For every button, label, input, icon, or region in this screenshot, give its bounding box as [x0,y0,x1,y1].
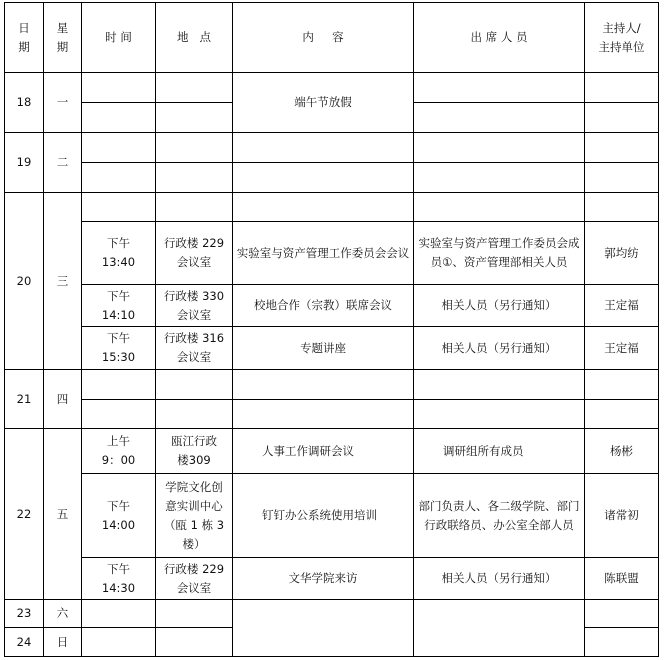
attendees-cell [414,133,585,163]
time-cell [82,103,156,133]
time-cell [82,193,156,222]
content-cell [233,400,414,429]
table-row [5,600,659,628]
table-row [5,558,659,600]
table-row [5,474,659,558]
host-cell: 王定福 [585,285,659,327]
host-cell [585,370,659,400]
schedule-table [4,2,659,657]
place-cell: 瓯江行政 楼309 [156,429,233,474]
header-time: 时 间 [82,3,156,73]
place-cell: 行政楼 229 会议室 [156,222,233,285]
date-cell: 18 [5,73,44,133]
table-row [5,429,659,474]
host-cell [585,133,659,163]
table-row [5,327,659,370]
time-cell [82,600,156,628]
table-row [5,163,659,193]
content-cell [233,600,414,657]
content-cell [233,193,414,222]
host-cell [585,103,659,133]
weekday-cell: 三 [44,193,82,370]
attendees-cell [414,163,585,193]
attendees-cell [414,73,585,103]
place-cell [156,133,233,163]
content-cell: 端午节放假 [233,73,414,133]
host-cell: 杨彬 [585,429,659,474]
table-row [5,193,659,222]
place-cell [156,73,233,103]
place-cell [156,193,233,222]
attendees-cell [414,103,585,133]
header-content: 内 容 [233,3,414,73]
header-attendees: 出 席 人 员 [414,3,585,73]
place-cell [156,163,233,193]
table-row [5,400,659,429]
time-cell: 下午 14:10 [82,285,156,327]
date-cell: 21 [5,370,44,429]
host-cell: 郭均纺 [585,222,659,285]
attendees-cell [414,193,585,222]
table-row [5,370,659,400]
place-cell [156,370,233,400]
attendees-cell [414,400,585,429]
attendees-cell [414,600,585,657]
table-row [5,222,659,285]
date-cell: 22 [5,429,44,600]
attendees-cell: 相关人员（另行通知） [414,327,585,370]
place-cell: 学院文化创 意实训中心 （瓯 1 栋 3 楼） [156,474,233,558]
place-cell [156,103,233,133]
weekday-cell: 一 [44,73,82,133]
place-cell: 行政楼 316 会议室 [156,327,233,370]
table-row [5,73,659,103]
place-cell [156,400,233,429]
attendees-cell [414,370,585,400]
host-cell: 诸常初 [585,474,659,558]
place-cell: 行政楼 330 会议室 [156,285,233,327]
weekday-cell: 日 [44,628,82,657]
date-cell: 20 [5,193,44,370]
time-cell [82,400,156,429]
content-cell: 实验室与资产管理工作委员会会议 [233,222,414,285]
time-cell: 下午 14:00 [82,474,156,558]
host-cell: 王定福 [585,327,659,370]
time-cell: 上午 9：00 [82,429,156,474]
host-cell: 陈联盟 [585,558,659,600]
place-cell [156,600,233,628]
content-cell: 人事工作调研会议 [233,429,414,474]
time-cell: 下午 14:30 [82,558,156,600]
content-cell: 文华学院来访 [233,558,414,600]
content-cell: 专题讲座 [233,327,414,370]
time-cell: 下午 13:40 [82,222,156,285]
date-cell: 24 [5,628,44,657]
date-cell: 23 [5,600,44,628]
weekday-cell: 四 [44,370,82,429]
time-cell [82,628,156,657]
attendees-cell: 调研组所有成员 [414,429,585,474]
place-cell [156,628,233,657]
header-row [5,3,659,73]
place-cell: 行政楼 229 会议室 [156,558,233,600]
time-cell: 下午 15:30 [82,327,156,370]
header-date: 日 期 [5,3,44,73]
attendees-cell: 相关人员（另行通知） [414,285,585,327]
time-cell [82,133,156,163]
header-host: 主持人/ 主持单位 [585,3,659,73]
table-row [5,133,659,163]
host-cell [585,400,659,429]
host-cell [585,628,659,657]
header-place: 地 点 [156,3,233,73]
time-cell [82,370,156,400]
host-cell [585,600,659,628]
weekday-cell: 二 [44,133,82,193]
attendees-cell: 部门负责人、各二级学院、部门行政联络员、办公室全部人员 [414,474,585,558]
table-row [5,285,659,327]
header-weekday: 星 期 [44,3,82,73]
content-cell [233,163,414,193]
weekday-cell: 五 [44,429,82,600]
time-cell [82,73,156,103]
host-cell [585,193,659,222]
date-cell: 19 [5,133,44,193]
content-cell: 钉钉办公系统使用培训 [233,474,414,558]
host-cell [585,73,659,103]
attendees-cell: 实验室与资产管理工作委员会成员①、资产管理部相关人员 [414,222,585,285]
weekday-cell: 六 [44,600,82,628]
host-cell [585,163,659,193]
content-cell [233,370,414,400]
attendees-cell: 相关人员（另行通知） [414,558,585,600]
content-cell [233,133,414,163]
content-cell: 校地合作（宗教）联席会议 [233,285,414,327]
time-cell [82,163,156,193]
